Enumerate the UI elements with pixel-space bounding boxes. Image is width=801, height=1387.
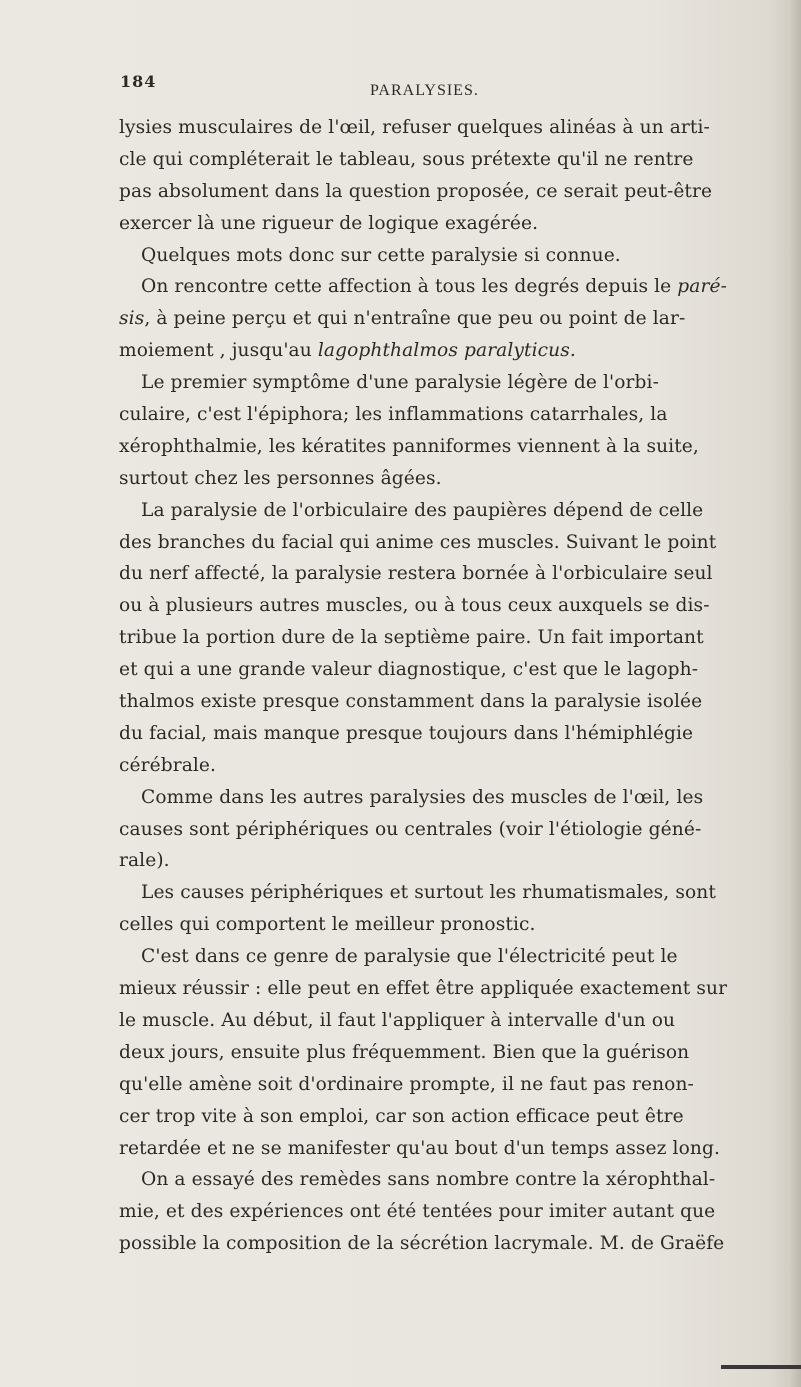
text-line [119, 877, 799, 909]
text-line [119, 1005, 799, 1037]
running-title: PARALYSIES. [370, 82, 479, 99]
text-line [119, 814, 799, 846]
text-line [119, 367, 799, 399]
line-text: mie, et des expériences ont été tentées pour imiter autant que [119, 1201, 716, 1223]
text-line [119, 495, 799, 527]
line-text: possible la composition de la sécrétion lacrymale. M. de Graëfe [119, 1233, 725, 1255]
italic-term: lagophthalmos paralyticus. [317, 340, 576, 362]
page-header [120, 72, 720, 110]
italic-term: sis [119, 308, 145, 330]
text-line [119, 941, 799, 973]
body-text [119, 112, 799, 1260]
text-line [119, 1196, 799, 1228]
line-text: culaire, c'est l'épiphora; les inflammations catarrhales, la [119, 404, 668, 426]
text-line [119, 1069, 799, 1101]
line-text: tribue la portion dure de la septième paire. Un fait important [119, 627, 704, 649]
text-line [119, 335, 799, 367]
line-text: pas absolument dans la question proposée, ce serait peut-être [119, 180, 713, 202]
text-line [119, 1037, 799, 1069]
line-text: On a essayé des remèdes sans nombre contre la xérophthal- [141, 1169, 716, 1191]
text-line [119, 208, 799, 240]
line-text: causes sont périphériques ou centrales (voir l'étiologie géné- [119, 818, 702, 840]
line-text: moiement , jusqu'au [119, 340, 318, 362]
text-line [119, 782, 799, 814]
text-line [119, 1133, 799, 1165]
text-line [119, 399, 799, 431]
text-line [119, 622, 799, 654]
line-text: xérophthalmie, les kératites panniformes viennent à la suite, [119, 435, 699, 457]
text-line [119, 558, 799, 590]
line-text: Le premier symptôme d'une paralysie légère de l'orbi- [141, 372, 659, 394]
line-text: Quelques mots donc sur cette paralysie si connue. [141, 244, 621, 266]
line-text: rale). [119, 850, 170, 872]
line-text: mieux réussir : elle peut en effet être appliquée exactement sur [119, 978, 728, 1000]
line-text: On rencontre cette affection à tous les degrés depuis le [141, 276, 678, 298]
text-line [119, 718, 799, 750]
line-text: surtout chez les personnes âgées. [119, 467, 442, 489]
text-line [119, 431, 799, 463]
text-line [119, 654, 799, 686]
page-edge-shadow [721, 1365, 801, 1369]
text-line [119, 909, 799, 941]
text-line [119, 686, 799, 718]
line-text: Les causes périphériques et surtout les rhumatismales, sont [141, 882, 716, 904]
text-line [119, 463, 799, 495]
line-text: C'est dans ce genre de paralysie que l'électricité peut le [141, 946, 678, 968]
text-line [119, 112, 799, 144]
line-text: et qui a une grande valeur diagnostique, c'est que le lagoph- [119, 659, 699, 681]
line-text: ou à plusieurs autres muscles, ou à tous ceux auxquels se dis- [119, 595, 710, 617]
text-line [119, 303, 799, 335]
text-line [119, 240, 799, 272]
text-line [119, 144, 799, 176]
line-text: deux jours, ensuite plus fréquemment. Bien que la guérison [119, 1041, 690, 1063]
line-text: du facial, mais manque presque toujours dans l'hémiphlégie [119, 722, 694, 744]
text-line [119, 845, 799, 877]
text-line [119, 271, 799, 303]
line-text: exercer là une rigueur de logique exagérée. [119, 212, 539, 234]
line-text: thalmos existe presque constamment dans la paralysie isolée [119, 691, 703, 713]
text-line [119, 590, 799, 622]
line-text: cer trop vite à son emploi, car son action efficace peut être [119, 1105, 684, 1127]
page-number: 184 [120, 72, 157, 91]
text-line [119, 750, 799, 782]
text-line [119, 176, 799, 208]
text-line [119, 1164, 799, 1196]
line-text: retardée et ne se manifester qu'au bout d'un temps assez long. [119, 1137, 720, 1159]
line-text: le muscle. Au début, il faut l'appliquer à intervalle d'un ou [119, 1009, 676, 1031]
text-line [119, 973, 799, 1005]
line-text: lysies musculaires de l'œil, refuser quelques alinéas à un arti- [119, 117, 710, 138]
text-line [119, 1101, 799, 1133]
line-text: celles qui comportent le meilleur pronostic. [119, 914, 536, 936]
italic-term: paré- [677, 276, 727, 298]
line-text: du nerf affecté, la paralysie restera bornée à l'orbiculaire seul [119, 563, 713, 585]
line-text: Comme dans les autres paralysies des muscles de l'œil, les [141, 786, 704, 808]
line-text: La paralysie de l'orbiculaire des paupières dépend de celle [141, 499, 704, 521]
line-text: cérébrale. [119, 754, 217, 776]
line-text: des branches du facial qui anime ces muscles. Suivant le point [119, 531, 717, 553]
text-line [119, 1228, 799, 1260]
line-text: qu'elle amène soit d'ordinaire prompte, il ne faut pas renon- [119, 1073, 694, 1095]
line-text: cle qui compléterait le tableau, sous prétexte qu'il ne rentre [119, 148, 694, 170]
text-line [119, 527, 799, 559]
line-text: , à peine perçu et qui n'entraîne que peu ou point de lar- [144, 308, 686, 330]
